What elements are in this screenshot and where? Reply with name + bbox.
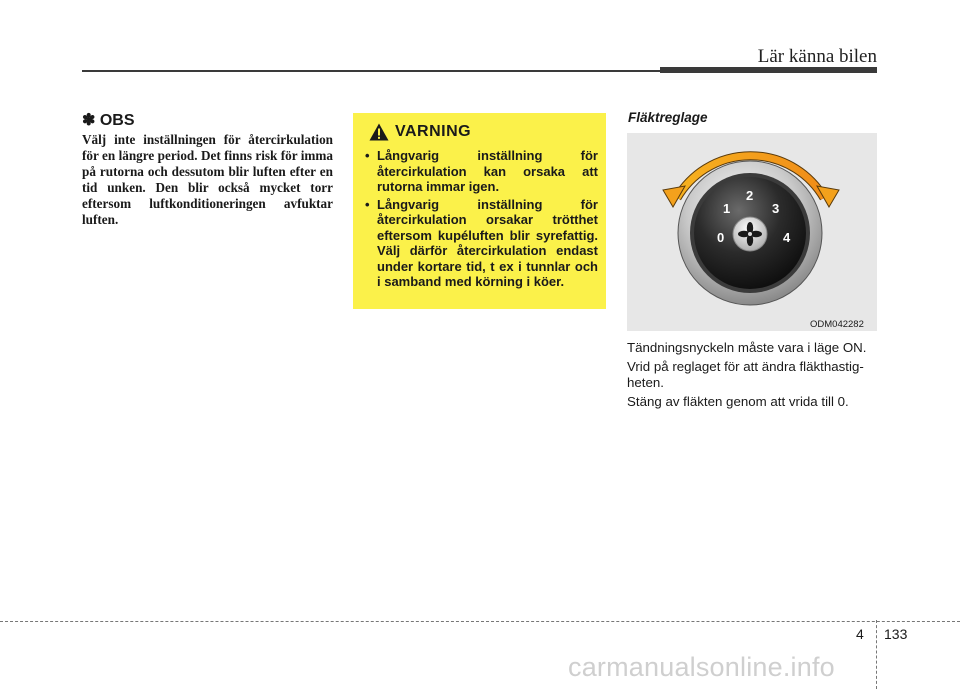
knob-number: 1 — [723, 201, 731, 216]
warning-list — [363, 148, 598, 290]
knob-number: 3 — [772, 201, 780, 216]
fan-icon — [733, 217, 767, 251]
page-number: 133 — [884, 626, 908, 642]
warning-item — [363, 148, 598, 195]
fan-knob-illustration — [627, 133, 877, 331]
fan-instructions — [627, 340, 879, 413]
fan-section-heading: Fläktreglage — [628, 110, 708, 125]
warning-triangle-icon — [369, 123, 389, 141]
obs-text: Välj inte inställningen för återcirkulation för en längre period. Det finns risk för imma på rutorna och dessutom blir luften efter en tid unken. Den blir också mycket torr eftersom luftkonditioneringen avfuktar luften. — [82, 132, 333, 227]
obs-heading: ✽ OBS — [82, 112, 135, 129]
fan-paragraph: Tändningsnyckeln måste vara i läge ON. — [627, 340, 867, 355]
fan-paragraph: Vrid på reglaget för att ändra fläkthastig-heten. — [627, 359, 864, 390]
knob-number: 2 — [746, 188, 754, 203]
warning-title: VARNING — [395, 123, 472, 140]
bullet-icon: • — [365, 196, 370, 212]
fan-knob-figure — [627, 133, 877, 331]
bullet-icon: • — [365, 148, 370, 163]
warning-header — [363, 123, 598, 141]
warning-box — [353, 113, 606, 309]
obs-note — [82, 110, 333, 228]
warning-item-text: Långvarig inställning för återcirkulation kan orsaka att rutorna immar igen. — [377, 148, 598, 194]
fan-paragraph: Stäng av fläkten genom att vrida till 0. — [627, 394, 849, 409]
chapter-number: 4 — [856, 626, 864, 642]
watermark: carmanualsonline.info — [568, 652, 835, 682]
warning-item-text: Långvarig inställning för återcirkulation orsakar trötthet eftersom kupéluften blir syrefattig. Välj därför återcirkulation endast under kortare tid, t ex i tunnlar och i samband med körning i köer. — [377, 196, 598, 289]
footer-divider — [876, 620, 877, 689]
header-rule-accent — [660, 67, 877, 73]
warning-item — [363, 197, 598, 290]
footer-rule — [0, 621, 960, 622]
knob-number: 4 — [783, 230, 791, 245]
page-header-title: Lär känna bilen — [757, 46, 877, 67]
knob-number: 0 — [717, 230, 725, 245]
figure-code: ODM042282 — [810, 319, 864, 330]
